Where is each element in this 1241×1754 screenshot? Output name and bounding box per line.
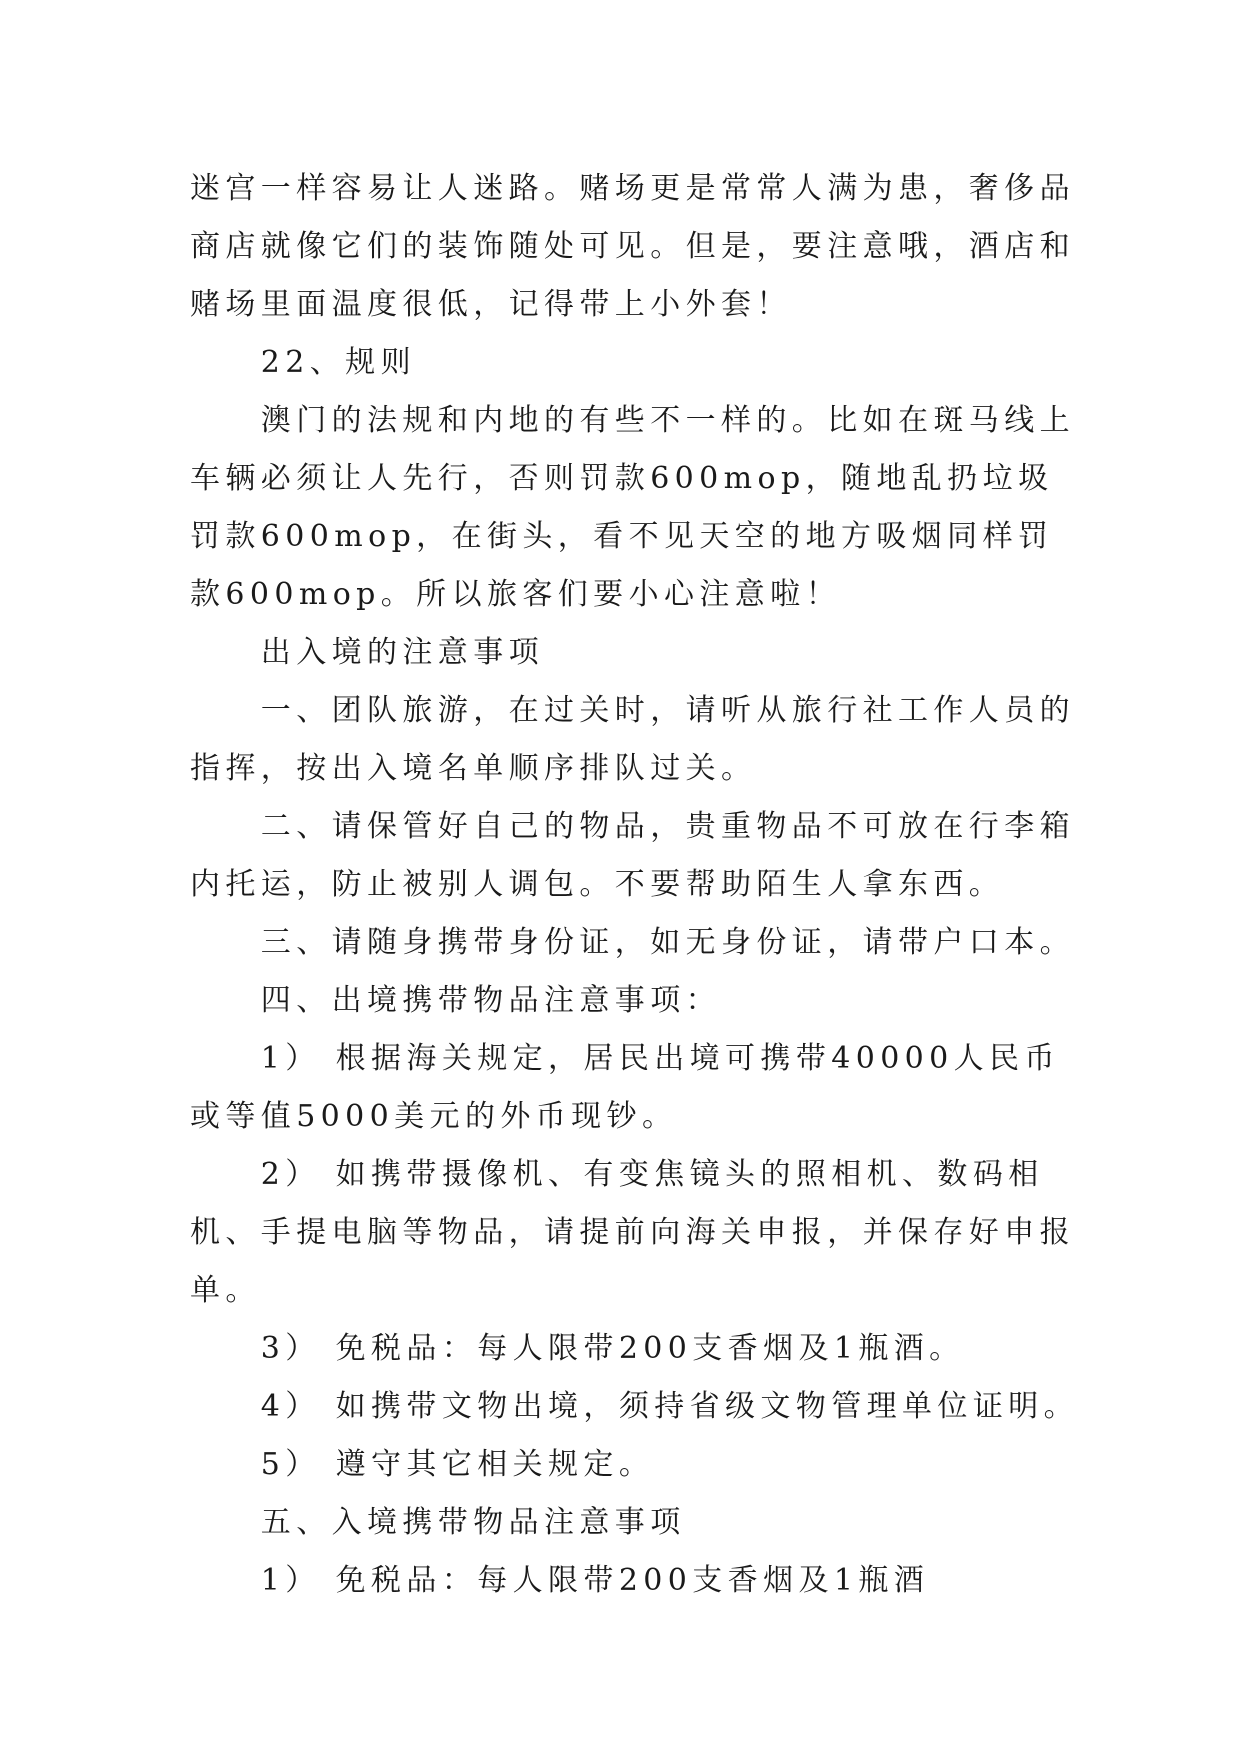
note-item-4: 四、出境携带物品注意事项： xyxy=(260,983,721,1018)
note-item-1: 一、团队旅游，在过关时，请听从旅行社工作人员的指挥，按出入境名单顺序排队过关。 xyxy=(190,693,1075,786)
section-heading-rules: 22、规则 xyxy=(260,345,416,380)
paragraph-rules: 澳门的法规和内地的有些不一样的。比如在斑马线上车辆必须让人先行，否则罚款600mop，随地乱扔垃圾罚款600mop，在街头，看不见天空的地方吸烟同样罚款600mop。所以旅客们要小心注意啦！ xyxy=(190,403,1075,612)
exit-item-3: 3） 免税品：每人限带200支香烟及1瓶酒。 xyxy=(260,1331,965,1366)
note-item-5: 五、入境携带物品注意事项 xyxy=(260,1505,686,1540)
entry-item-1: 1） 免税品：每人限带200支香烟及1瓶酒 xyxy=(260,1563,930,1598)
document-body xyxy=(190,160,1080,1610)
note-item-3: 三、请随身携带身份证，如无身份证，请带户口本。 xyxy=(260,925,1075,960)
exit-item-4: 4） 如携带文物出境，须持省级文物管理单位证明。 xyxy=(260,1389,1080,1424)
exit-item-1: 1） 根据海关规定，居民出境可携带40000人民币或等值5000美元的外币现钞。 xyxy=(190,1041,1060,1134)
note-item-2: 二、请保管好自己的物品，贵重物品不可放在行李箱内托运，防止被别人调包。不要帮助陌生人拿东西。 xyxy=(190,809,1075,902)
exit-item-2: 2） 如携带摄像机、有变焦镜头的照相机、数码相机、手提电脑等物品，请提前向海关申报，并保存好申报单。 xyxy=(190,1157,1075,1308)
exit-item-5: 5） 遵守其它相关规定。 xyxy=(260,1447,655,1482)
section-heading-border-notes: 出入境的注意事项 xyxy=(260,635,544,670)
paragraph-continuation: 迷宫一样容易让人迷路。赌场更是常常人满为患，奢侈品商店就像它们的装饰随处可见。但是，要注意哦，酒店和赌场里面温度很低，记得带上小外套！ xyxy=(190,171,1075,322)
